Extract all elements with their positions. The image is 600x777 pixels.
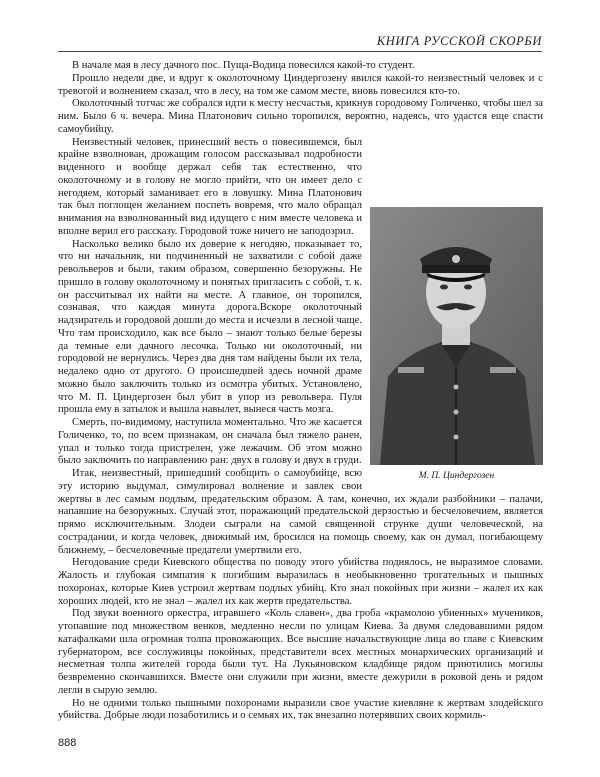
paragraph: Но не одними только пышными похоронами выразили свое участие киевляне к жертвам злодейского убийства. Добрые люди позаботились и о семьях их, так внезапно потерявших своих кормиль- [58, 697, 543, 722]
photo-portrait-icon [370, 207, 543, 465]
paragraph: Под звуки военного оркестра, игравшего «Коль славен», два гроба «крамолою убиенных» мучеников, утопавшие под множеством венков, медленно несли по улицам Киева. За двумя следовавшими рядом катафалками шла огромная толпа провожающих. Все высшие начальствующие лица во главе с Киевским губернатором, все сослуживцы покойных, представители всех местных монархических организаций и несметная толпа жителей города были тут. На Лукьяновском кладбище рядом приютились могилы безвременно скончавшихся. Вместе они служили при жизни, вместе дежурили в роковой день и рядом легли в сырую землю. [58, 608, 543, 696]
paragraph: Околоточный тотчас же собрался идти к месту несчастья, крикнув городовому Голиченко, чтобы шел за ним. Было 6 ч. вечера. Мина Платонович сильно торопился, вероятно, надеясь, что удастся еще спасти самоубийцу. [58, 98, 543, 135]
paragraph: В начале мая в лесу дачного пос. Пуща-Водица повесился какой-то студент. [72, 60, 415, 71]
paragraph: Смерть, по-видимому, наступила моментально. Что же касается Голиченко, то, по всем признакам, он сначала был тяжело ранен, упал и только тогда пристрелен, уже лежачим. Об этом можно было заключить по направлению ран: двух в голову и двух в груди. [58, 417, 362, 467]
paragraph: Неизвестный человек, принесший весть о повесившемся, был крайне взволнован, дрожащим голосом рассказывал подробности виденного и вообще держал себя так естественно, что околоточному и в голову не могло прийти, что он имеет дело с негодяем, который заманивает его в ловушку. Мина Платонович так был поглощен желанием поспеть вовремя, что мало обращал внимания на взволнованный вид идущего с ним вместе человека и вполне верил его рассказу. Городовой тоже ничего не заподозрил. [58, 136, 362, 237]
photo-figure [370, 207, 543, 483]
header-rule [58, 51, 542, 52]
portrait-photo [370, 207, 543, 465]
header-title: КНИГА РУССКОЙ СКОРБИ [376, 34, 542, 48]
paragraph: Негодование среди Киевского общества по поводу этого убийства поднялось, не выразимое словами. Жалость и глубокая симпатия к погибшим выразилась в необыкновенно трогательных и пышных похоронах, которые Киев устроил жертвам подлых убийц. Кто знал покойных при жизни – жалел их как хороших людей, кто не знал – жалел их как жертв предательства. [58, 557, 543, 607]
photo-caption: М. П. Циндергозен [418, 470, 495, 481]
paragraph: Насколько велико было их доверие к негодяю, показывает то, что ни начальник, ни подчиненный не захватили с собой даже револьверов и были, таким образом, совершенно безоружны. Не пришло в голову околоточному и понятых пригласить с собой, т. к. он рассчитывал их найти на месте. А главное, он торопился, сознавая, что каждая минута дорога.Вскоре околоточный надзиратель и городовой дошли до места и исчезли в лесной чаще. Что там происходило, как все было – знают только белые березы да темные ели дачного лесочка. Только ни околоточный, ни городовой не вернулись. Через два дня там найдены были их тела, недалеко одно от другого. О происшедшей здесь ночной драме можно было заключить только из осмотра убитых. Установлено, что М. П. Циндергозен был убит в упор из револьвера. Пуля прошла ему в затылок и вышла навылет, вынеся часть мозга. [58, 238, 362, 416]
running-header [58, 28, 542, 54]
article-body [58, 60, 543, 723]
page-number: 888 [58, 737, 77, 749]
paragraph: Итак, неизвестный, пришедший сообщить о самоубийце, всю эту историю выдумал, симулировал волнение и завлек свои жертвы в лес самым подлым, предательским образом. А там, конечно, их ждали разбойники – палачи, напавшие на безоружных. Случай этот, поражающий предательской дерзостью и бесчеловечием, является прямо исключительным. Злодеи сыграли на самой священной струнке души человеческой, на сострадании, и когда человек, движимый им, бросился на помощь своему, как он думал, погибающему ближнему, – бесчеловечные предатели умертвили его. [58, 468, 543, 556]
paragraph: Прошло недели две, и вдруг к околоточному Циндергозену явился какой-то неизвестный человек и с тревогой и волнением сказал, что в лесу, на том же самом месте, вновь повесился кто-то. [58, 72, 543, 97]
